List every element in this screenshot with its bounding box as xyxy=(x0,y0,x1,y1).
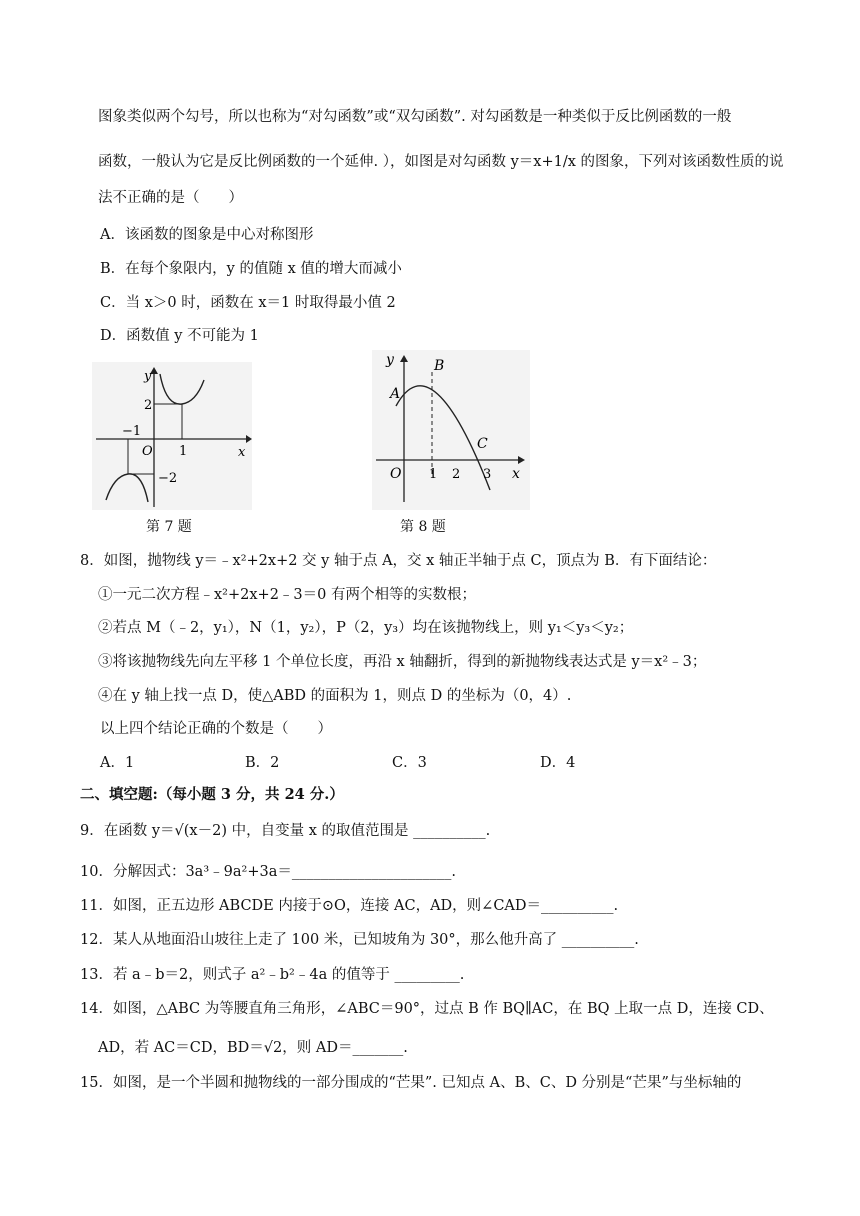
question-15: 15．如图，是一个半圆和抛物线的一部分围成的“芒果”. 已知点 A、B、C、D 分别是“芒果”与坐标轴的 xyxy=(80,1075,742,1091)
fig7-tick-neg1: −1 xyxy=(122,424,142,439)
q7-option-c: C．当 x＞0 时，函数在 x＝1 时取得最小值 2 xyxy=(100,295,396,311)
figure-7-caption: 第 7 题 xyxy=(146,519,192,535)
fig8-point-c: C xyxy=(477,436,488,452)
q8-statement-4: ④在 y 轴上找一点 D，使△ABD 的面积为 1，则点 D 的坐标为（0，4）. xyxy=(98,688,572,704)
section-2-heading: 二、填空题:（每小题 3 分，共 24 分.） xyxy=(80,786,344,803)
q7-stem-line-3: 法不正确的是（ ） xyxy=(98,190,243,206)
fig8-tick-1: 1 xyxy=(429,467,438,482)
fig8-point-a: A xyxy=(390,386,401,402)
q7-option-a: A．该函数的图象是中心对称图形 xyxy=(100,227,314,243)
figure-8-caption: 第 8 题 xyxy=(400,519,446,535)
q8-option-a: A．1 xyxy=(100,755,135,771)
fig7-x-label: x xyxy=(238,445,246,460)
q7-option-d: D．函数值 y 不可能为 1 xyxy=(100,328,259,344)
q7-stem-line-2: 函数，一般认为它是反比例函数的一个延伸. ），如图是对勾函数 y＝x+1/x 的图象，下列对该函数性质的说 xyxy=(98,154,784,170)
question-10: 10．分解因式：3a³﹣9a²+3a＝______________________. xyxy=(80,864,456,880)
fig8-tick-3: 3 xyxy=(483,467,492,482)
fig7-tick-2: 2 xyxy=(144,398,153,413)
q8-question: 以上四个结论正确的个数是（ ） xyxy=(100,721,332,737)
fig7-tick-1: 1 xyxy=(179,444,188,459)
fig7-origin-label: O xyxy=(142,444,153,459)
q8-stem: 8．如图，抛物线 y＝﹣x²+2x+2 交 y 轴于点 A，交 x 轴正半轴于点 C，顶点为 B．有下面结论： xyxy=(80,553,717,569)
figure-8-graph xyxy=(372,350,530,510)
fig8-tick-2: 2 xyxy=(452,467,461,482)
figure-7-graph xyxy=(92,362,252,510)
fig8-x-label: x xyxy=(512,466,520,482)
q8-statement-2: ②若点 M（﹣2，y₁），N（1，y₂），P（2，y₃）均在该抛物线上，则 y₁＜y₃＜y₂； xyxy=(98,620,634,636)
fig7-y-label: y xyxy=(144,369,152,384)
q7-stem-line-1: 图象类似两个勾号，所以也称为“对勾函数”或“双勾函数”. 对勾函数是一种类似于反比例函数的一般 xyxy=(98,109,732,125)
q8-option-c: C．3 xyxy=(392,755,427,771)
fig8-point-b: B xyxy=(434,358,445,374)
question-14-line-2: AD，若 AC＝CD，BD＝√2，则 AD＝_______. xyxy=(98,1040,408,1056)
q7-option-b: B．在每个象限内，y 的值随 x 值的增大而减小 xyxy=(100,261,402,277)
q8-statement-3: ③将该抛物线先向左平移 1 个单位长度，再沿 x 轴翻折，得到的新抛物线表达式是 y＝x²﹣3； xyxy=(98,654,707,670)
question-13: 13．若 a﹣b＝2，则式子 a²﹣b²﹣4a 的值等于 _________. xyxy=(80,967,465,983)
q8-statement-1: ①一元二次方程﹣x²+2x+2﹣3＝0 有两个相等的实数根； xyxy=(98,587,476,603)
fig7-tick-neg2: −2 xyxy=(158,471,178,486)
fig8-origin-label: O xyxy=(390,466,402,482)
question-12: 12．某人从地面沿山坡往上走了 100 米，已知坡角为 30°，那么他升高了 __________. xyxy=(80,932,639,948)
question-11: 11．如图，正五边形 ABCDE 内接于⊙O，连接 AC，AD，则∠CAD＝__________. xyxy=(80,898,619,914)
q8-option-d: D．4 xyxy=(540,755,576,771)
question-9: 9．在函数 y＝√(x－2) 中，自变量 x 的取值范围是 __________. xyxy=(80,823,491,839)
q8-option-b: B．2 xyxy=(245,755,280,771)
fig8-y-label: y xyxy=(386,352,394,368)
question-14-line-1: 14．如图，△ABC 为等腰直角三角形，∠ABC＝90°，过点 B 作 BQ∥AC，在 BQ 上取一点 D，连接 CD、 xyxy=(80,1001,774,1017)
